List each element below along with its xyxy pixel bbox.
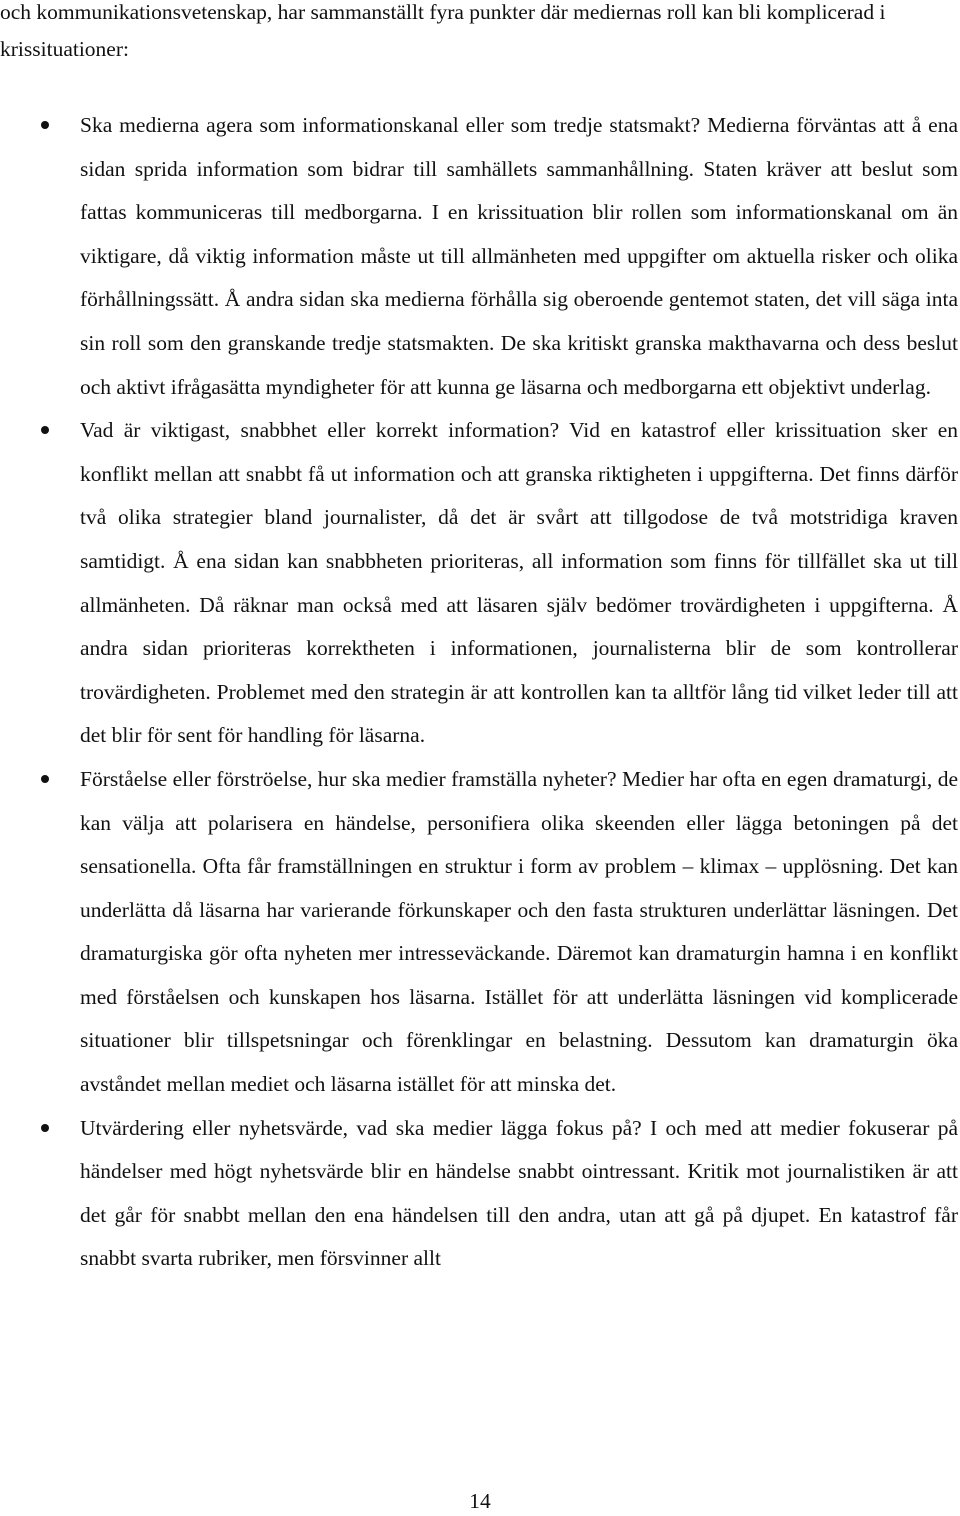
- bullet-item-evaluation: [0, 1107, 958, 1281]
- bullet-icon: [41, 121, 49, 129]
- bullet-icon: [41, 1124, 49, 1132]
- bullet-text: Förståelse eller förströelse, hur ska medier framställa nyheter? Medier har ofta en egen dramaturgi, de kan välja att polarisera en händelse, personifiera olika skeenden eller lägga betoningen på det sensationella. Ofta får framställningen en struktur i form av problem – klimax – upplösning. Det kan underlätta då läsarna har varierande förkunskaper och den fasta strukturen underlättar läsningen. Det dramaturgiska gör ofta nyheten mer intresseväckande. Däremot kan dramaturgin hamna i en konflikt med förståelsen och kunskapen hos läsarna. Istället för att underlätta läsningen vid komplicerade situationer blir tillspetsningar och förenklingar en belastning. Dessutom kan dramaturgin öka avståndet mellan mediet och läsarna istället för att minska det.: [80, 766, 958, 1097]
- bullet-text: Utvärdering eller nyhetsvärde, vad ska medier lägga fokus på? I och med att medier fokuserar på händelser med högt nyhetsvärde blir en händelse snabbt ointressant. Kritik mot journalistiken är att det går för snabbt mellan den ena händelsen till den andra, utan att gå på djupet. En katastrof får snabbt svarta rubriker, men försvinner allt: [80, 1115, 958, 1271]
- page-number: 14: [469, 1489, 491, 1513]
- bullet-text: Vad är viktigast, snabbhet eller korrekt information? Vid en katastrof eller krissituation sker en konflikt mellan att snabbt få ut information och att granska riktigheten i uppgifterna. Det finns därför två olika strategier bland journalister, då det är svårt att tillgodose de två motstridiga kraven samtidigt. Å ena sidan kan snabbheten prioriteras, all information som finns för tillfället ska ut till allmänheten. Då räknar man också med att läsaren själv bedömer trovärdigheten i uppgifterna. Å andra sidan prioriteras korrektheten i informationen, journalisterna blir de som kontrollerar trovärdigheten. Problemet med den strategin är att kontrollen kan ta alltför lång tid vilket leder till att det blir för sent för handling för läsarna.: [80, 418, 958, 748]
- bullet-text: Ska medierna agera som informationskanal eller som tredje statsmakt? Medierna förväntas att å ena sidan sprida information som bidrar till samhällets sammanhållning. Staten kräver att beslut som fattas kommuniceras till medborgarna. I en krissituation blir rollen som informationskanal om än viktigare, då viktig information måste ut till allmänheten med uppgifter om aktuella risker och olika förhållningssätt. Å andra sidan ska medierna förhålla sig oberoende gentemot staten, det vill säga inta sin roll som den granskande tredje statsmakten. De ska kritiskt granska makthavarna och dess beslut och aktivt ifrågasätta myndigheter för att kunna ge läsarna och medborgarna ett objektivt underlag.: [80, 113, 958, 399]
- bullet-list: [0, 104, 958, 1281]
- bullet-item-speed-accuracy: [0, 409, 958, 758]
- bullet-item-understanding: [0, 758, 958, 1107]
- bullet-item-media-role: [0, 104, 958, 409]
- bullet-icon: [41, 426, 49, 434]
- bullet-icon: [41, 775, 49, 783]
- intro-paragraph: och kommunikationsvetenskap, har sammanställt fyra punkter där mediernas roll kan bli komplicerad i krissituationer:: [0, 0, 886, 61]
